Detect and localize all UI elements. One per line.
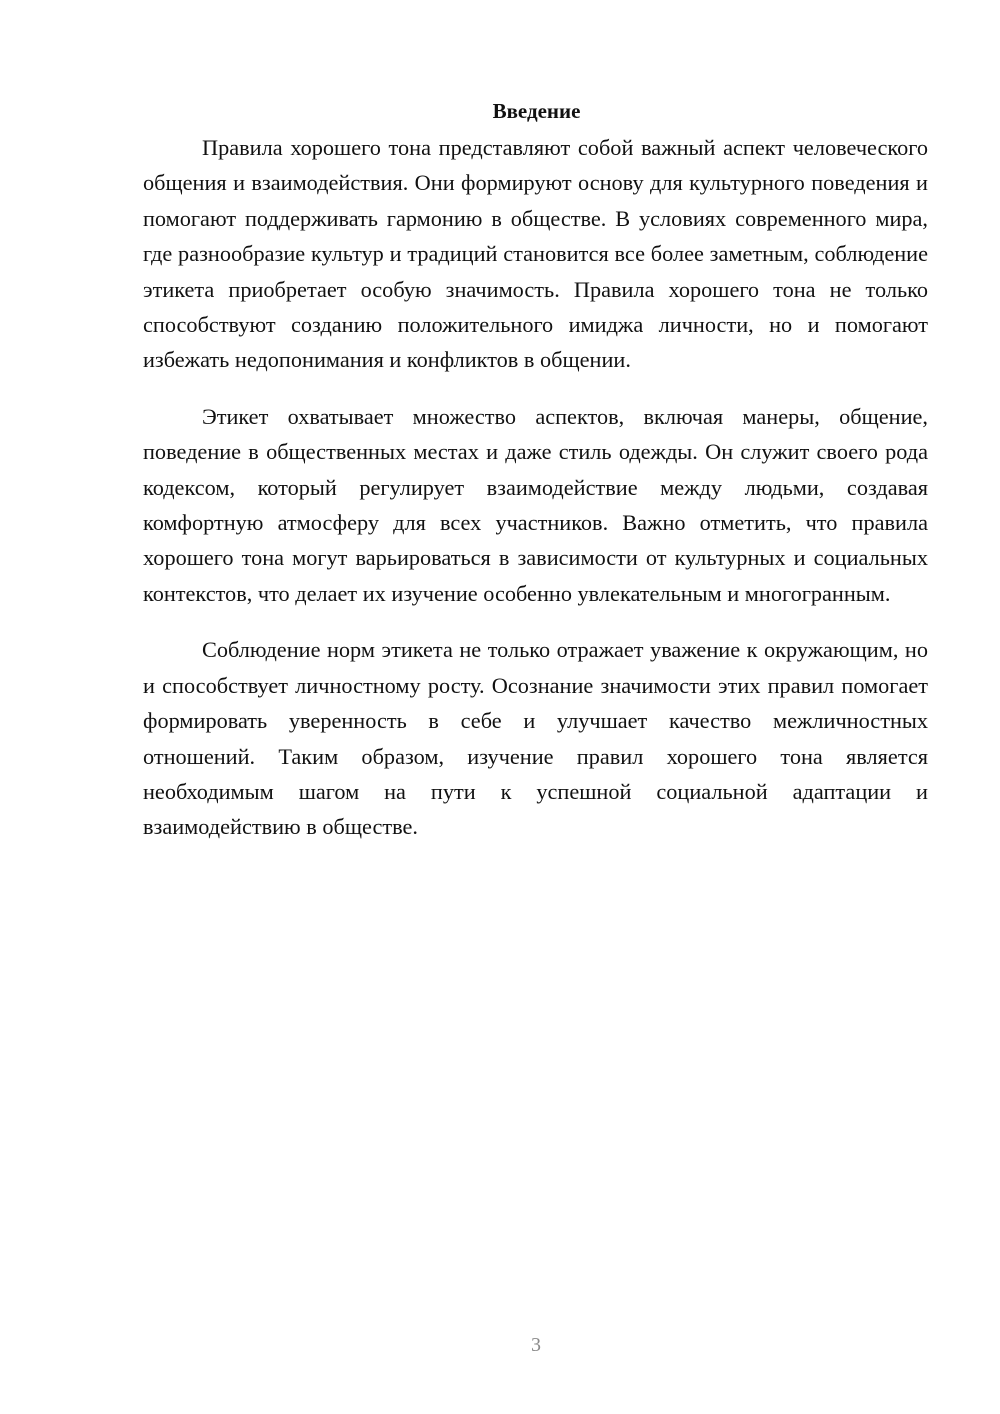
paragraph-3: Соблюдение норм этикета не только отражает уважение к окружающим, но и способствует личностному росту. Осознание значимости этих правил помогает формировать уверенность в себе и улучшает качество межличностных отношений. Таким образом, изучение правил хорошего тона является необходимым шагом на пути к успешной социальной адаптации и взаимодействию в обществе. bbox=[143, 637, 928, 840]
section-heading: Введение bbox=[492, 99, 581, 123]
page-number: 3 bbox=[531, 1334, 541, 1356]
page-content bbox=[143, 96, 928, 866]
paragraph-1: Правила хорошего тона представляют собой важный аспект человеческого общения и взаимодействия. Они формируют основу для культурного поведения и помогают поддерживать гармонию в обществе. В условиях современного мира, где разнообразие культур и традиций становится все более заметным, соблюдение этикета приобретает особую значимость. Правила хорошего тона не только способствуют созданию положительного имиджа личности, но и помогают избежать недопонимания и конфликтов в общении. bbox=[143, 135, 928, 373]
paragraph-2: Этикет охватывает множество аспектов, включая манеры, общение, поведение в общественных местах и даже стиль одежды. Он служит своего рода кодексом, который регулирует взаимодействие между людьми, создавая комфортную атмосферу для всех участников. Важно отметить, что правила хорошего тона могут варьироваться в зависимости от культурных и социальных контекстов, что делает их изучение особенно увлекательным и многогранным. bbox=[143, 403, 928, 606]
